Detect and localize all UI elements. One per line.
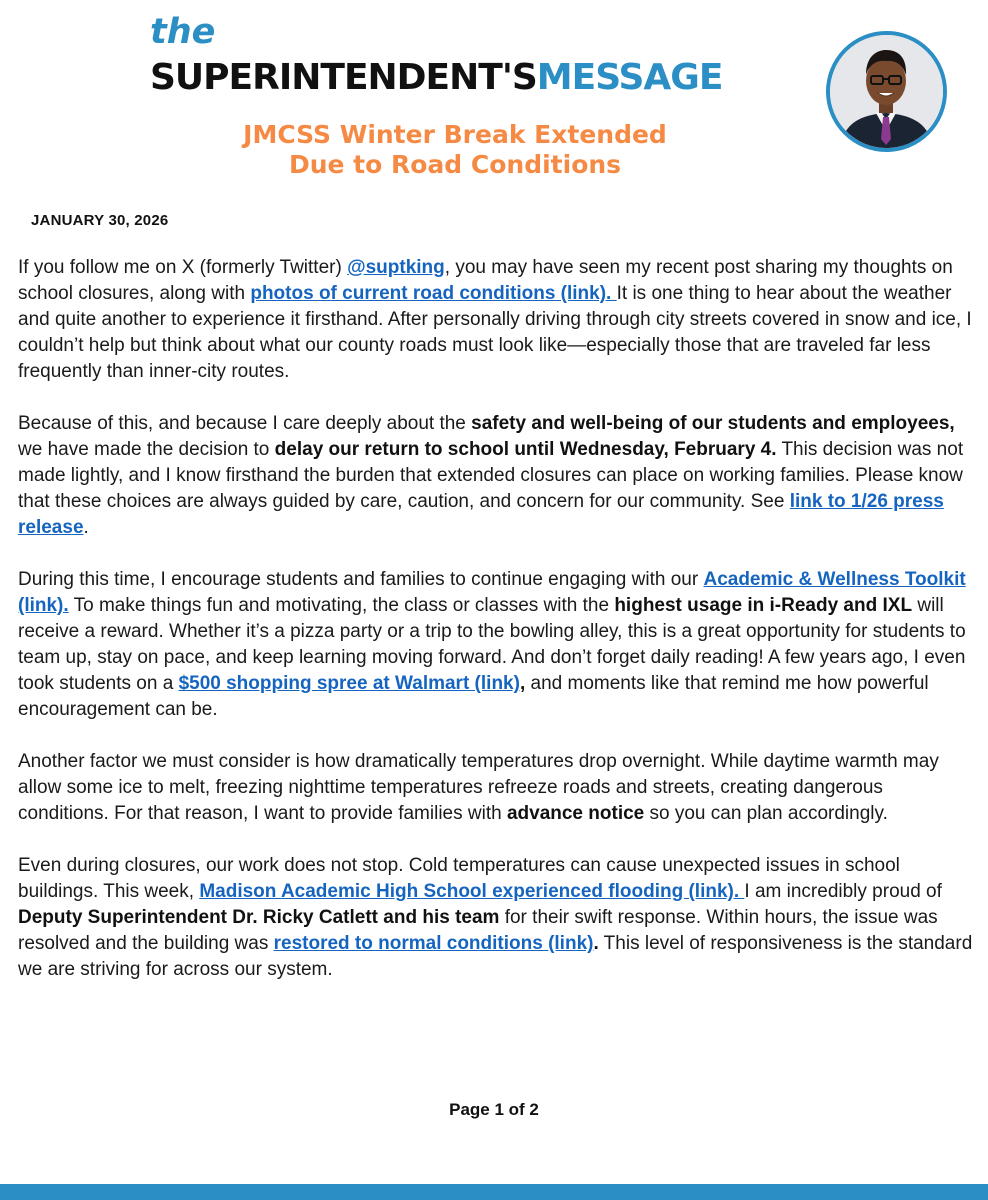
p2-bold-2: delay our return to school until Wednesday, February 4. [274, 439, 777, 460]
p5-bold-2: . [593, 933, 599, 954]
p2-text-4: . [83, 517, 89, 538]
superintendent-portrait [826, 31, 947, 152]
portrait-illustration [830, 35, 943, 148]
page-number: Page 1 of 2 [449, 1100, 539, 1119]
p2-text-3: This decision was not made lightly, and I know firsthand the burden that extended closures can place on working families. Please know that these choices are always guided by care, caution, and concern for our community. See [18, 439, 964, 512]
suptking-link[interactable]: @suptking [347, 257, 445, 278]
headline-line-2: Due to Road Conditions [288, 150, 622, 179]
p2-bold-1: safety and well-being of our students and employees, [471, 413, 955, 434]
p3-text-2: To make things fun and motivating, the class or classes with the [68, 595, 615, 616]
paragraph-5 [18, 853, 973, 983]
masthead-title [150, 56, 722, 100]
p5-text-4: This level of responsiveness is the standard we are striving for across our system. [18, 933, 973, 980]
footer-bar [0, 1184, 988, 1200]
p4-text-1: Another factor we must consider is how dramatically temperatures drop overnight. While daytime warmth may allow some ice to melt, freezing nighttime temperatures refreeze roads and streets, creating dangerous conditions. For that reason, I want to provide families with [18, 751, 939, 824]
p4-text-2: so you can plan accordingly. [644, 803, 888, 824]
p2-text-2: we have made the decision to [18, 439, 275, 460]
p3-bold-2: , [519, 673, 526, 694]
paragraph-4 [18, 749, 973, 827]
paragraph-3 [18, 567, 973, 723]
p5-text-1: Even during closures, our work does not stop. Cold temperatures can cause unexpected issues in school buildings. This week, [18, 855, 900, 902]
p3-text-3: will receive a reward. Whether it’s a pizza party or a trip to the bowling alley, this is a great opportunity for students to team up, stay on pace, and keep learning moving forward. And don’t forget daily reading! A few years ago, I even took students on a [18, 595, 966, 694]
walmart-shopping-spree-link[interactable]: $500 shopping spree at Walmart (link) [178, 673, 520, 694]
masthead-title-superintendents: SUPERINTENDENT'S [150, 57, 537, 98]
p2-text-1: Because of this, and because I care deeply about the [18, 413, 472, 434]
p5-text-2: I am incredibly proud of [744, 881, 942, 902]
message-body [18, 255, 973, 1009]
restored-conditions-link[interactable]: restored to normal conditions (link) [273, 933, 594, 954]
paragraph-1 [18, 255, 973, 385]
masthead-title-message: MESSAGE [536, 57, 723, 98]
p1-text-1: If you follow me on X (formerly Twitter) [18, 257, 348, 278]
p1-text-3: It is one thing to hear about the weather and quite another to experience it firsthand. After personally driving through city streets covered in snow and ice, I couldn’t help but think about what our county roads must look like—especially those that are traveled far less frequently than inner-city routes. [18, 283, 972, 382]
date: JANUARY 30, 2026 [31, 212, 169, 229]
press-release-link[interactable]: link to 1/26 press release [18, 491, 944, 538]
academic-wellness-toolkit-link[interactable]: Academic & Wellness Toolkit (link). [18, 569, 966, 616]
headline [150, 120, 760, 180]
headline-line-1: JMCSS Winter Break Extended [243, 120, 667, 149]
p5-text-3: for their swift response. Within hours, the issue was resolved and the building was [18, 907, 938, 954]
paragraph-2 [18, 411, 973, 541]
p3-bold-1: highest usage in i-Ready and IXL [614, 595, 913, 616]
p5-bold-1: Deputy Superintendent Dr. Ricky Catlett and his team [18, 907, 500, 928]
masthead-the: the [150, 12, 216, 52]
p3-text-1: During this time, I encourage students and families to continue engaging with our [18, 569, 704, 590]
p1-text-2: , you may have seen my recent post sharing my thoughts on school closures, along with [18, 257, 953, 304]
p3-text-4: and moments like that remind me how powerful encouragement can be. [18, 673, 929, 720]
road-conditions-photos-link[interactable]: photos of current road conditions (link). [250, 283, 617, 304]
p4-bold-1: advance notice [506, 803, 645, 824]
madison-flooding-link[interactable]: Madison Academic High School experienced flooding (link). [199, 881, 745, 902]
